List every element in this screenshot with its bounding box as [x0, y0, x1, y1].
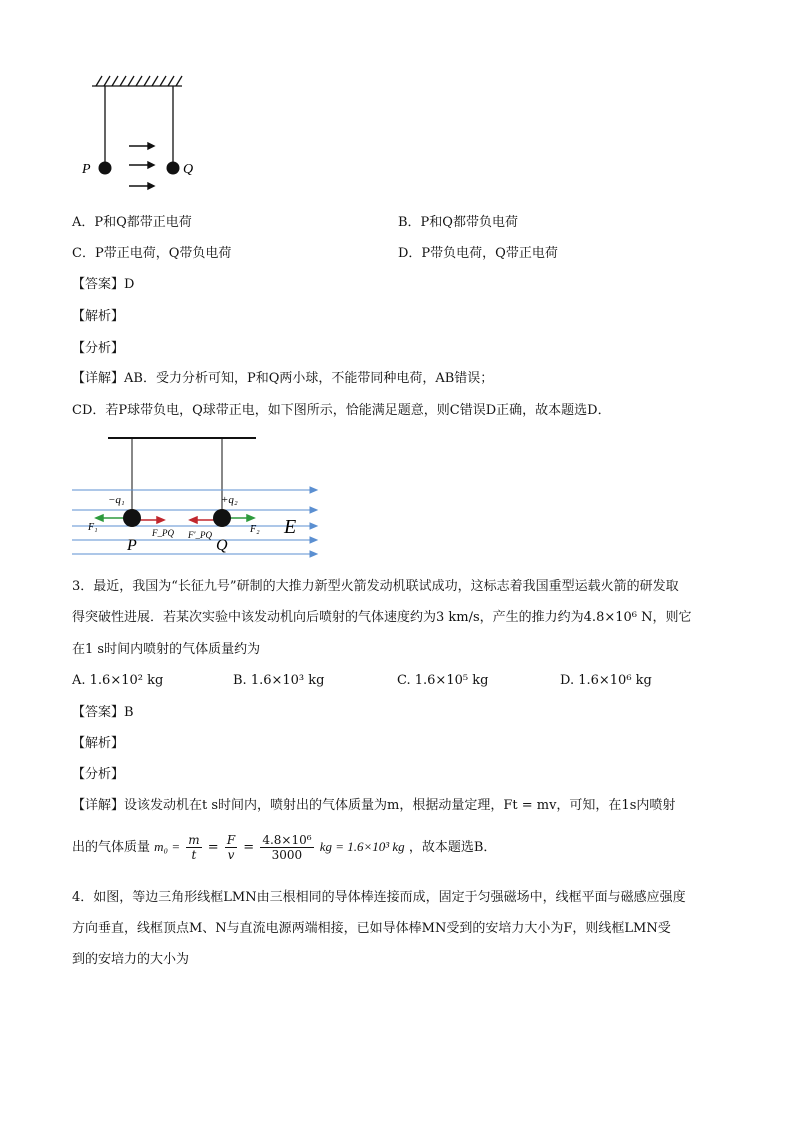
- equals-1: =: [207, 840, 219, 855]
- q3-detail-2-post: ，故本题选B．: [408, 840, 497, 855]
- q3-fenxi: 【分析】: [72, 767, 125, 782]
- field-arrows: [129, 143, 154, 189]
- frac2-num: F: [226, 833, 236, 847]
- q2-detail-1: 【详解】AB．受力分析可知，P和Q两小球，不能带同种电荷，AB错误；: [72, 371, 494, 386]
- q4-line-2: 方向垂直，线框顶点M、N与直流电源两端相接，已如导体棒MN受到的安培力大小为F，则线框LMN受: [72, 921, 671, 936]
- frac1-den: t: [191, 848, 197, 862]
- option-d: D．P带负电荷，Q带正电荷: [398, 246, 558, 261]
- fraction-numeric: [260, 833, 313, 862]
- q3-option-b: B. 1.6×10³ kg: [233, 673, 325, 688]
- label-f1: F₁: [88, 522, 98, 533]
- frac1-num: m: [188, 833, 200, 847]
- q3-answer: 【答案】B: [72, 705, 134, 720]
- charge-p: −q₁: [108, 494, 125, 506]
- q2-detail-2: CD．若P球带负电，Q球带正电，如下图所示，恰能满足题意，则C错误D正确，故本题选D．: [72, 403, 611, 418]
- frac3-den: 3000: [271, 848, 303, 862]
- ball-q: [213, 509, 231, 527]
- figure-pendulum-charges: [72, 70, 202, 195]
- ball-q: [167, 162, 180, 175]
- label-p: P: [82, 162, 91, 177]
- ball-p: [123, 509, 141, 527]
- label-q: Q: [216, 537, 228, 554]
- q3-detail-1: 【详解】设该发动机在t s时间内，喷射出的气体质量为m，根据动量定理，Ft = mv，可知，在1s内喷射: [72, 798, 676, 813]
- label-p: P: [127, 537, 137, 554]
- label-q: Q: [183, 162, 194, 177]
- q2-jiexi: 【解析】: [72, 309, 125, 324]
- q3-option-d: D. 1.6×10⁶ kg: [560, 673, 652, 688]
- q3-detail-2: [72, 830, 496, 865]
- q3-m0: m₀ =: [154, 839, 181, 854]
- label-fpq-prime: F′_PQ: [188, 530, 212, 540]
- option-b: B．P和Q都带负电荷: [398, 215, 518, 230]
- q3-line-1: 3．最近，我国为“长征九号”研制的大推力新型火箭发动机联试成功，这标志着我国重型运载火箭的研发取: [72, 579, 679, 594]
- q2-fenxi: 【分析】: [72, 341, 125, 356]
- q3-option-c: C. 1.6×10⁵ kg: [397, 673, 489, 688]
- q2-answer: 【答案】D: [72, 277, 135, 292]
- ball-p: [99, 162, 112, 175]
- fraction-f-v: [225, 833, 237, 862]
- label-e: E: [284, 516, 297, 538]
- frac2-den: v: [227, 848, 235, 862]
- ceiling-hatch: [92, 76, 182, 86]
- q4-line-3: 到的安培力的大小为: [72, 952, 190, 967]
- q3-line-3: 在1 s时间内喷射的气体质量约为: [72, 642, 261, 657]
- q4-line-1: 4．如图，等边三角形线框LMN由三根相同的导体棒连接而成，固定于匀强磁场中，线框平面与磁感应强度: [72, 890, 686, 905]
- label-f2: F₂: [250, 524, 260, 535]
- q3-detail-2-pre: 出的气体质量: [72, 840, 151, 855]
- q3-result: kg = 1.6×10³ kg: [319, 839, 405, 854]
- q3-option-a: A. 1.6×10² kg: [72, 673, 164, 688]
- option-c: C．P带正电荷，Q带负电荷: [72, 246, 232, 261]
- q3-jiexi: 【解析】: [72, 736, 125, 751]
- equals-2: =: [243, 840, 255, 855]
- frac3-num: 4.8×10⁶: [262, 833, 312, 847]
- figure-force-diagram: [70, 432, 325, 562]
- option-a: A．P和Q都带正电荷: [72, 215, 192, 230]
- charge-q: +q₂: [221, 494, 238, 506]
- fraction-m-t: [186, 833, 201, 862]
- label-fpq: F_PQ: [152, 528, 174, 538]
- q3-line-2: 得突破性进展．若某次实验中该发动机向后喷射的气体速度约为3 km/s，产生的推力约为4.8×10⁶ N，则它: [72, 610, 692, 625]
